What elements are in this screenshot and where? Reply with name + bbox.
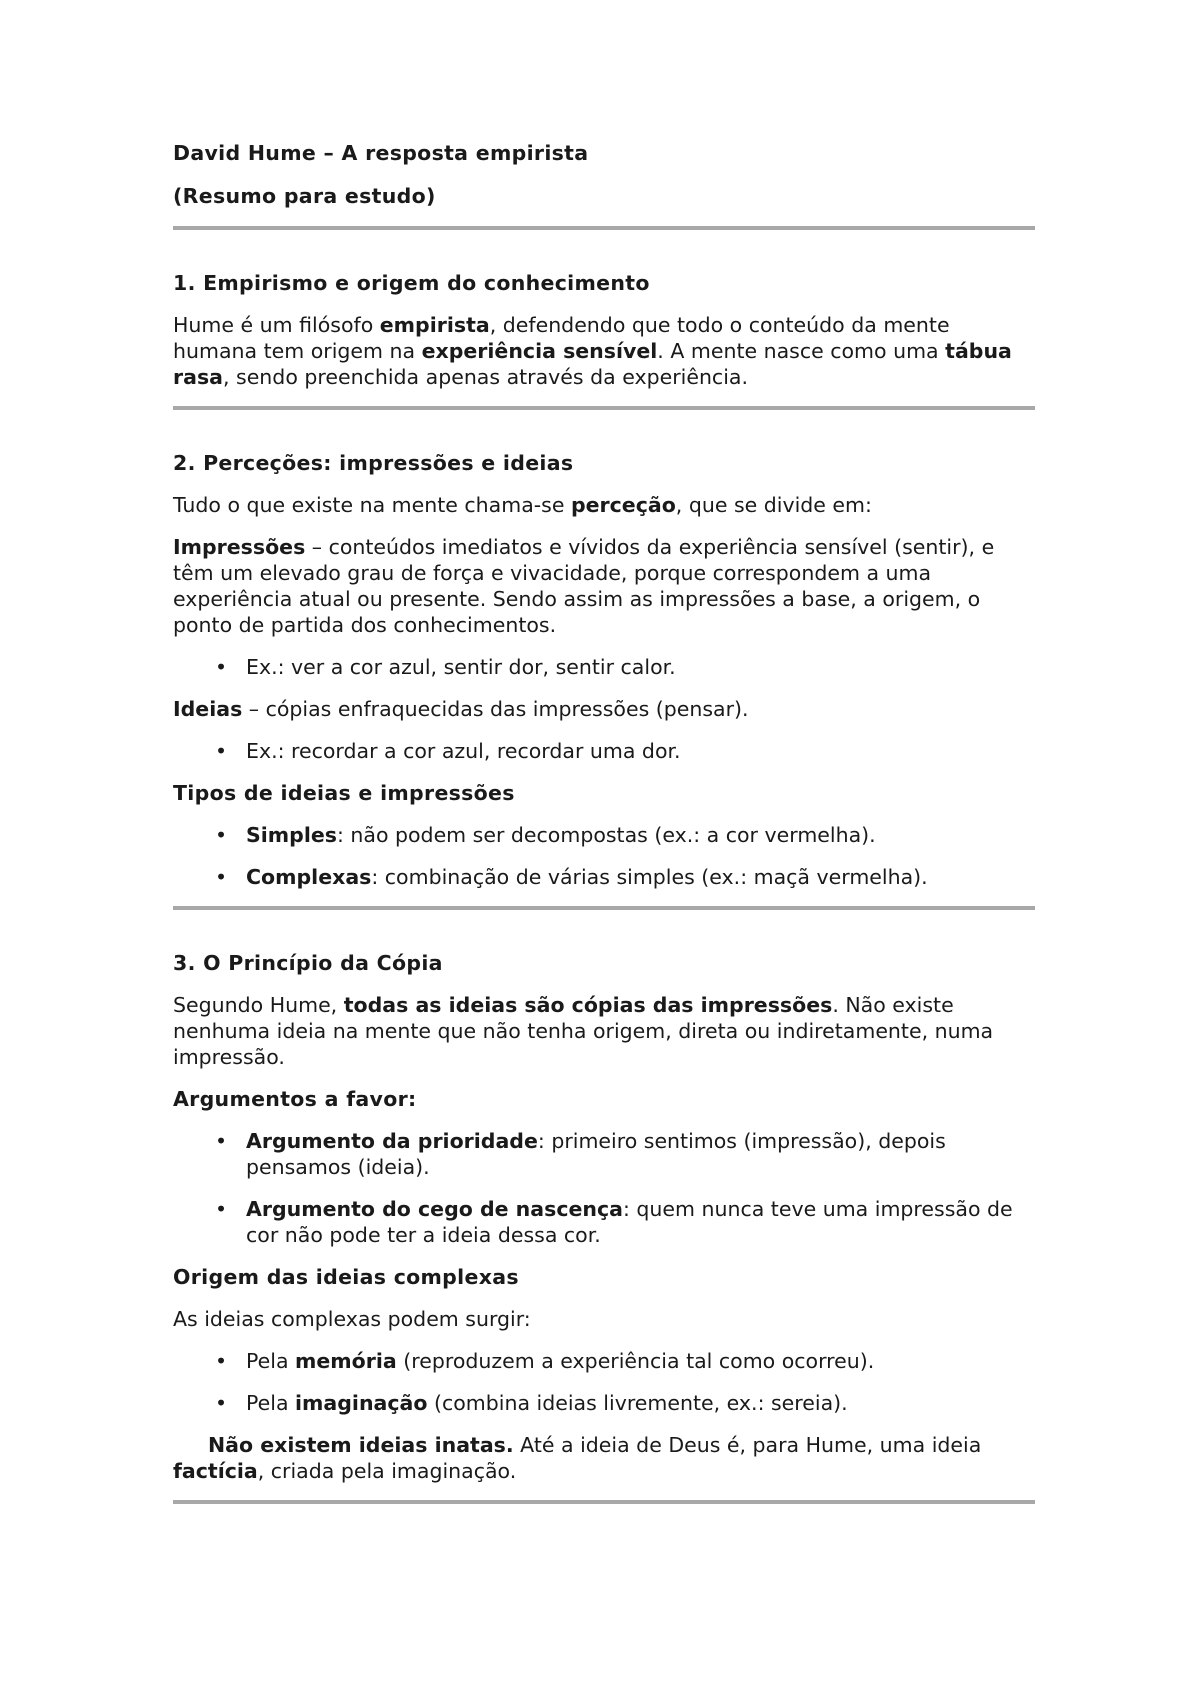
types-list [173,822,1035,890]
divider [173,226,1035,230]
list-item: • Complexas: combinação de várias simples (ex.: maçã vermelha). [215,865,928,889]
section-2-intro: Tudo o que existe na mente chama-se perceção, que se divide em: [173,493,872,517]
impressions-paragraph: Impressões – conteúdos imediatos e vívidos da experiência sensível (sentir), e têm um elevado grau de força e vivacidade, porque correspondem a uma experiência atual ou presente. Sendo assim as impressões a base, a origem, o ponto de partida dos conhecimentos. [173,535,995,637]
arguments-subheading: Argumentos a favor: [173,1087,417,1111]
bullet-icon: • [215,739,228,763]
list-item: • Ex.: ver a cor azul, sentir dor, sentir calor. [215,655,676,679]
list-item: • Argumento da prioridade: primeiro sentimos (impressão), depois pensamos (ideia). [215,1129,946,1179]
arguments-list [173,1128,1035,1248]
section-1-paragraph: Hume é um filósofo empirista, defendendo que todo o conteúdo da mente humana tem origem na experiência sensível. A mente nasce como uma tábua rasa, sendo preenchida apenas através da experiência. [173,313,1012,389]
bullet-icon: • [215,865,228,889]
ideas-examples-list [173,738,1035,764]
document-subtitle: (Resumo para estudo) [173,184,436,208]
bullet-icon: • [215,1129,228,1153]
section-3-intro: Segundo Hume, todas as ideias são cópias das impressões. Não existe nenhuma ideia na mente que não tenha origem, direta ou indiretamente, numa impressão. [173,993,994,1069]
complex-origin-intro: As ideias complexas podem surgir: [173,1307,531,1331]
list-item: • Simples: não podem ser decompostas (ex.: a cor vermelha). [215,823,876,847]
complex-origin-subheading: Origem das ideias complexas [173,1265,519,1289]
section-2-heading: 2. Perceções: impressões e ideias [173,451,574,475]
ideas-paragraph: Ideias – cópias enfraquecidas das impressões (pensar). [173,697,749,721]
list-item: • Ex.: recordar a cor azul, recordar uma dor. [215,739,681,763]
bullet-icon: • [215,823,228,847]
types-subheading: Tipos de ideias e impressões [173,781,515,805]
section-3-heading: 3. O Princípio da Cópia [173,951,443,975]
divider [173,906,1035,910]
divider [173,406,1035,410]
bullet-icon: • [215,655,228,679]
list-item: • Pela imaginação (combina ideias livremente, ex.: sereia). [215,1391,848,1415]
complex-origin-list [173,1348,1035,1416]
bullet-icon: • [215,1349,228,1373]
section-1-heading: 1. Empirismo e origem do conhecimento [173,271,650,295]
document-body [173,140,1035,1504]
document-title: David Hume – A resposta empirista [173,141,589,165]
innate-ideas-paragraph: Não existem ideias inatas. Até a ideia de Deus é, para Hume, uma ideia factícia, criada pela imaginação. [173,1433,982,1483]
bullet-icon: • [215,1197,228,1221]
bullet-icon: • [215,1391,228,1415]
impressions-examples-list [173,654,1035,680]
divider [173,1500,1035,1504]
list-item: • Argumento do cego de nascença: quem nunca teve uma impressão de cor não pode ter a ideia dessa cor. [215,1197,1013,1247]
list-item: • Pela memória (reproduzem a experiência tal como ocorreu). [215,1349,875,1373]
